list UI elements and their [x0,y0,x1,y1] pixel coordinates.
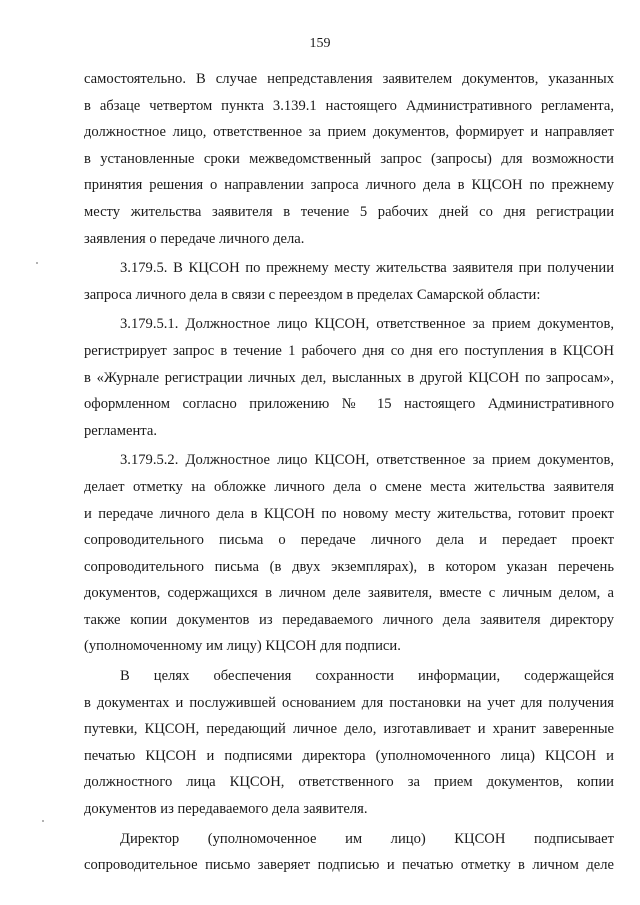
text-line: Директор (уполномоченное им лицо) КЦСОН подписывает [120,830,614,847]
text-line: сопроводительного письма (в двух экземплярах), в котором указан перечень [84,558,614,575]
scan-speck [42,820,44,822]
paragraph-1 [84,66,614,252]
text-line: делает отметку на обложке личного дела о смене места жительства заявителя [84,478,614,495]
text-line: должностное лицо, ответственное за прием документов, формирует и направляет [84,124,614,141]
paragraph-2 [84,255,614,308]
text-line: путевки, КЦСОН, передающий личное дело, изготавливает и хранит заверенные [84,721,614,738]
text-line: заявления о передаче личного дела. [84,230,305,247]
text-line: (уполномоченному им лицу) КЦСОН для подписи. [84,638,401,655]
text-line: принятия решения о направлении запроса личного дела в КЦСОН по прежнему [84,177,614,194]
text-line: самостоятельно. В случае непредставления заявителем документов, указанных [84,71,614,87]
text-line: запроса личного дела в связи с переездом в пределах Самарской области: [84,286,541,303]
text-line: документов из передаваемого дела заявителя. [84,801,368,818]
text-line: и передаче личного дела в КЦСОН по новому месту жительства, готовит проект [84,505,614,522]
text-line: сопроводительное письмо заверяет подписью и печатью отметку в личном деле [84,857,614,874]
text-line: месту жительства заявителя в течение 5 рабочих дней со дня регистрации [84,203,614,220]
paragraph-5 [84,663,614,823]
text-line: оформленном согласно приложению № 15 настоящего Административного [84,396,614,413]
paragraph-6 [84,826,614,879]
text-line: В целях обеспечения сохранности информации, содержащейся [120,668,614,685]
text-line: печатью КЦСОН и подписями директора (уполномоченного лица) КЦСОН и [84,747,614,764]
paragraph-4 [84,447,614,660]
text-line: в документах и послужившей основанием для постановки на учет для получения [84,694,614,711]
page-number: 159 [309,36,331,51]
scan-speck [36,262,38,264]
text-line: 3.179.5.2. Должностное лицо КЦСОН, ответственное за прием документов, [120,452,614,469]
text-line: в абзаце четвертом пункта 3.139.1 настоящего Административного регламента, [84,97,614,114]
text-line: сопроводительного письма о передаче личного дела и передает проект [84,532,614,549]
paragraph-3 [84,311,614,444]
text-line: регламента. [84,422,157,439]
text-line: в установленные сроки межведомственный запрос (запросы) для возможности [84,150,614,167]
text-line: в «Журнале регистрации личных дел, высланных в другой КЦСОН по запросам», [84,369,614,386]
text-line: 3.179.5. В КЦСОН по прежнему месту жительства заявителя при получении [120,260,614,277]
text-line: также копии документов из передаваемого личного дела заявителя директору [84,611,614,628]
text-line: 3.179.5.1. Должностное лицо КЦСОН, ответственное за прием документов, [120,316,614,333]
text-line: регистрирует запрос в течение 1 рабочего дня со дня его поступления в КЦСОН [84,342,614,359]
text-line: должностного лица КЦСОН, ответственного за прием документов, копии [84,774,614,791]
text-line: документов, содержащихся в личном деле заявителя, вместе с личным делом, а [84,585,614,602]
document-body [84,66,614,882]
